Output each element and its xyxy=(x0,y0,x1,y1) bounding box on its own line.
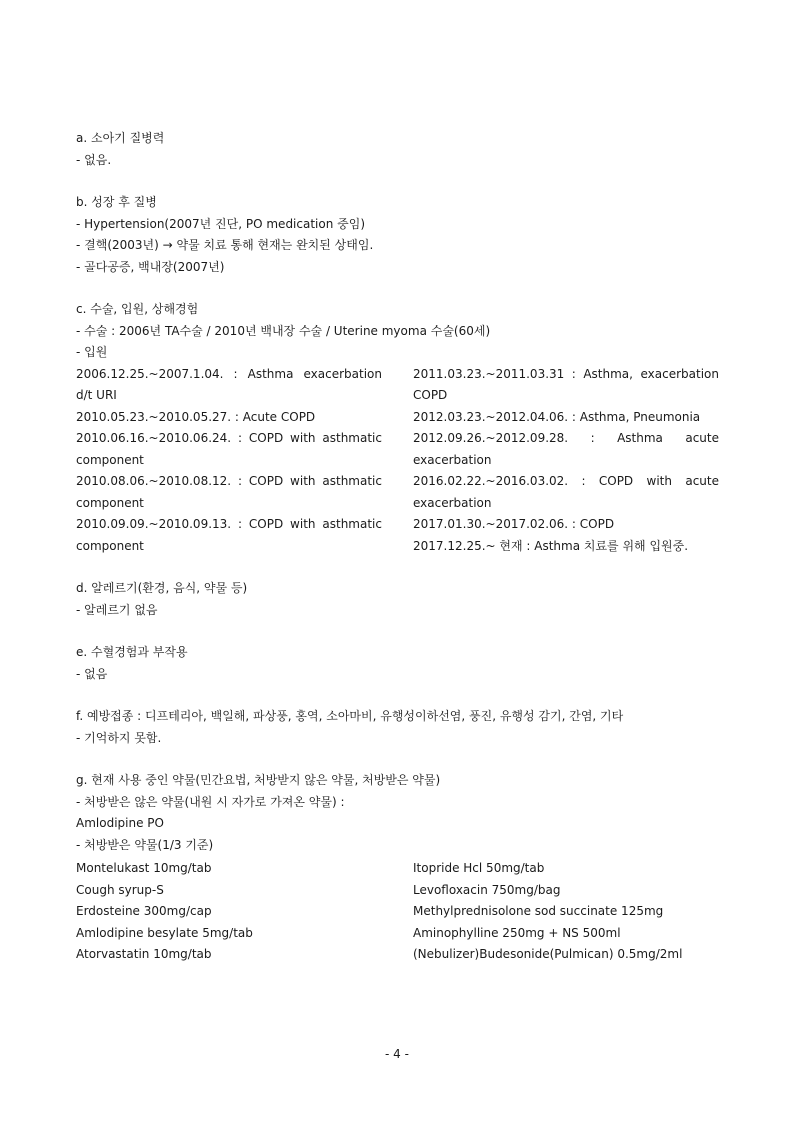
surgery-line: - 수술 : 2006년 TA수술 / 2010년 백내장 수술 / Uterine myoma 수술(60세) xyxy=(76,323,491,338)
rx-label: - 처방받은 약물(1/3 기준) xyxy=(76,837,214,852)
medication-item: Methylprednisolone sod succinate 125mg xyxy=(413,904,664,918)
medication-item: Amlodipine besylate 5mg/tab xyxy=(76,925,253,940)
section-f xyxy=(76,706,719,749)
admission-table xyxy=(76,364,719,558)
admission-entry: 2012.03.23.~2012.04.06. : Asthma, Pneumonia xyxy=(413,409,701,424)
section-heading: g. 현재 사용 중인 약물(민간요법, 처방받지 않은 약물, 처방받은 약물) xyxy=(76,773,441,787)
admission-label: - 입원 xyxy=(76,345,108,359)
medication-column-left xyxy=(76,858,382,966)
admission-column-left xyxy=(76,364,382,558)
section-e xyxy=(76,642,719,685)
medication-list xyxy=(76,858,719,966)
admission-entry: 2010.09.09.~2010.09.13. : COPD with asthmatic component xyxy=(76,517,382,553)
section-line: - 결핵(2003년) → 약물 치료 통해 현재는 완치된 상태임. xyxy=(76,238,374,252)
admission-entry: 2012.09.26.~2012.09.28. : Asthma acute exacerbation xyxy=(413,431,719,467)
section-d xyxy=(76,578,719,621)
section-line: - 없음. xyxy=(76,152,112,167)
medication-item: Itopride Hcl 50mg/tab xyxy=(413,861,545,875)
section-line: - Hypertension(2007년 진단, PO medication 중임) xyxy=(76,216,366,231)
section-c xyxy=(76,299,719,557)
section-line: - 없음 xyxy=(76,666,108,681)
admission-entry: 2010.06.16.~2010.06.24. : COPD with asthmatic component xyxy=(76,431,382,467)
medication-item: Montelukast 10mg/tab xyxy=(76,861,212,875)
medication-item: Levofloxacin 750mg/bag xyxy=(413,882,561,897)
section-b xyxy=(76,192,719,278)
admission-entry: 2017.12.25.~ 현재 : Asthma 치료를 위해 입원중. xyxy=(413,538,689,553)
section-heading: b. 성장 후 질병 xyxy=(76,195,157,209)
section-heading: f. 예방접종 : 디프테리아, 백일해, 파상풍, 홍역, 소아마비, 유행성이하선염, 풍진, 유행성 감기, 간염, 기타 xyxy=(76,709,624,723)
medication-item: Cough syrup-S xyxy=(76,882,164,897)
admission-entry: 2010.08.06.~2010.08.12. : COPD with asthmatic component xyxy=(76,474,382,510)
document-body xyxy=(76,128,719,987)
admission-entry: 2006.12.25.~2007.1.04. : Asthma exacerbation d/t URI xyxy=(76,366,382,402)
section-g xyxy=(76,770,719,966)
nonrx-label: - 처방받은 않은 약물(내원 시 자가로 가져온 약물) : xyxy=(76,794,345,809)
medication-item: Atorvastatin 10mg/tab xyxy=(76,947,212,961)
nonrx-item: Amlodipine PO xyxy=(76,816,164,830)
admission-entry: 2010.05.23.~2010.05.27. : Acute COPD xyxy=(76,409,316,424)
section-heading: a. 소아기 질병력 xyxy=(76,131,165,145)
section-heading: d. 알레르기(환경, 음식, 약물 등) xyxy=(76,581,248,595)
medication-item: (Nebulizer)Budesonide(Pulmican) 0.5mg/2ml xyxy=(413,947,683,961)
section-heading: c. 수술, 입원, 상해경험 xyxy=(76,302,199,316)
section-line: - 기억하지 못함. xyxy=(76,730,162,745)
section-line: - 알레르기 없음 xyxy=(76,602,158,617)
admission-column-right xyxy=(413,364,719,558)
medication-item: Erdosteine 300mg/cap xyxy=(76,904,212,918)
section-line: - 골다공증, 백내장(2007년) xyxy=(76,259,225,274)
medication-column-right xyxy=(413,858,719,966)
page-number: - 4 - xyxy=(385,1047,409,1061)
admission-entry: 2016.02.22.~2016.03.02. : COPD with acute exacerbation xyxy=(413,474,719,510)
section-heading: e. 수혈경험과 부작용 xyxy=(76,645,188,659)
admission-entry: 2017.01.30.~2017.02.06. : COPD xyxy=(413,517,615,531)
admission-entry: 2011.03.23.~2011.03.31 : Asthma, exacerbation COPD xyxy=(413,366,719,402)
section-a xyxy=(76,128,719,171)
medication-item: Aminophylline 250mg + NS 500ml xyxy=(413,925,621,940)
